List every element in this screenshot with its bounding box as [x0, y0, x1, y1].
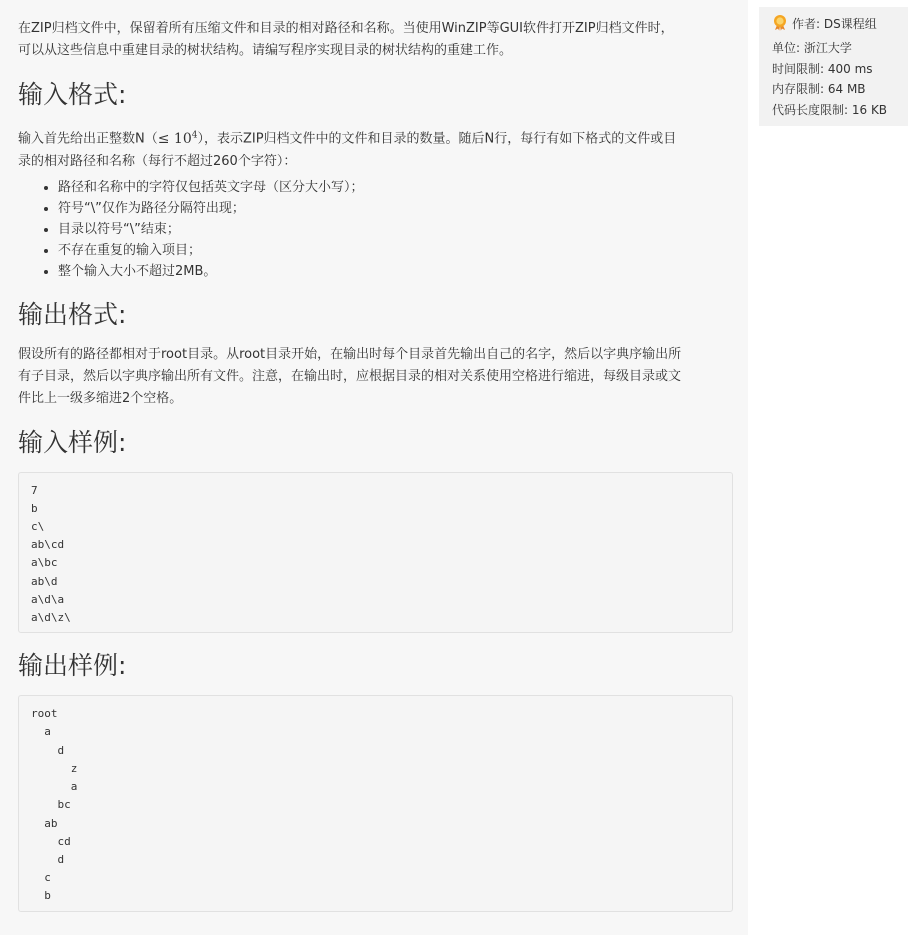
problem-info-panel — [759, 7, 908, 126]
intro-line-1: 在ZIP归档文件中，保留着所有压缩文件和目录的相对路径和名称。当使用WinZIP等GUI软件打开ZIP归档文件时， — [18, 21, 674, 36]
output-format-text — [18, 344, 732, 410]
unit-row: 单位: 浙江大学 — [772, 40, 852, 55]
sample-input-heading: 输入样例: — [18, 427, 127, 457]
input-format-line-1-post: ），表示ZIP归档文件中的文件和目录的数量。随后N行，每行有如下格式的文件或目 — [197, 131, 677, 147]
intro-text — [18, 18, 732, 62]
author-text: 作者: DS课程组 — [792, 17, 877, 31]
input-format-heading: 输入格式: — [18, 80, 127, 109]
math-bound-base: ≤ 10 — [157, 130, 192, 147]
sample-input-code[interactable]: 7 b c\ ab\cd a\bc ab\d a\d\a a\d\z\ — [18, 472, 733, 634]
medal-icon — [772, 14, 788, 38]
memory-limit-row: 内存限制: 64 MB — [772, 82, 866, 97]
input-format-line-2: 录的相对路径和名称（每行不超过260个字符）： — [18, 153, 297, 169]
sample-output-code[interactable]: root a d z a bc ab cd d c b — [18, 695, 733, 911]
output-format-line-1: 假设所有的路径都相对于root目录。从root目录开始，在输出时每个目录首先输出自己的名字，然后以字典序输出所 — [18, 346, 682, 362]
output-format-line-3: 件比上一级多缩进2个空格。 — [18, 390, 183, 406]
author-row — [772, 14, 908, 38]
input-rules-list — [18, 177, 732, 282]
list-item: • 目录以符号“\”结束； — [58, 219, 732, 240]
input-format-line-1 — [18, 124, 732, 151]
list-item: • 不存在重复的输入项目； — [58, 240, 732, 261]
list-item: • 路径和名称中的字符仅包括英文字母（区分大小写）； — [58, 177, 732, 198]
list-item: • 符号“\”仅作为路径分隔符出现； — [58, 198, 732, 219]
output-format-line-2: 有子目录，然后以字典序输出所有文件。注意，在输出时，应根据目录的相对关系使用空格进行缩进，每级目录或文 — [18, 368, 682, 384]
math-bound-exponent: 4 — [191, 130, 198, 140]
time-limit-row: 时间限制: 400 ms — [772, 61, 873, 76]
input-format-text — [18, 124, 732, 173]
output-format-heading: 输出格式: — [18, 299, 127, 329]
math-bound — [158, 131, 198, 147]
list-item: • 整个输入大小不超过2MB。 — [58, 261, 732, 282]
intro-line-2: 可以从这些信息中重建目录的树状结构。请编写程序实现目录的树状结构的重建工作。 — [18, 43, 513, 58]
code-limit-row: 代码长度限制: 16 KB — [772, 103, 888, 118]
input-format-line-1-pre: 输入首先给出正整数N（ — [18, 131, 158, 147]
sample-output-heading: 输出样例: — [18, 651, 127, 681]
